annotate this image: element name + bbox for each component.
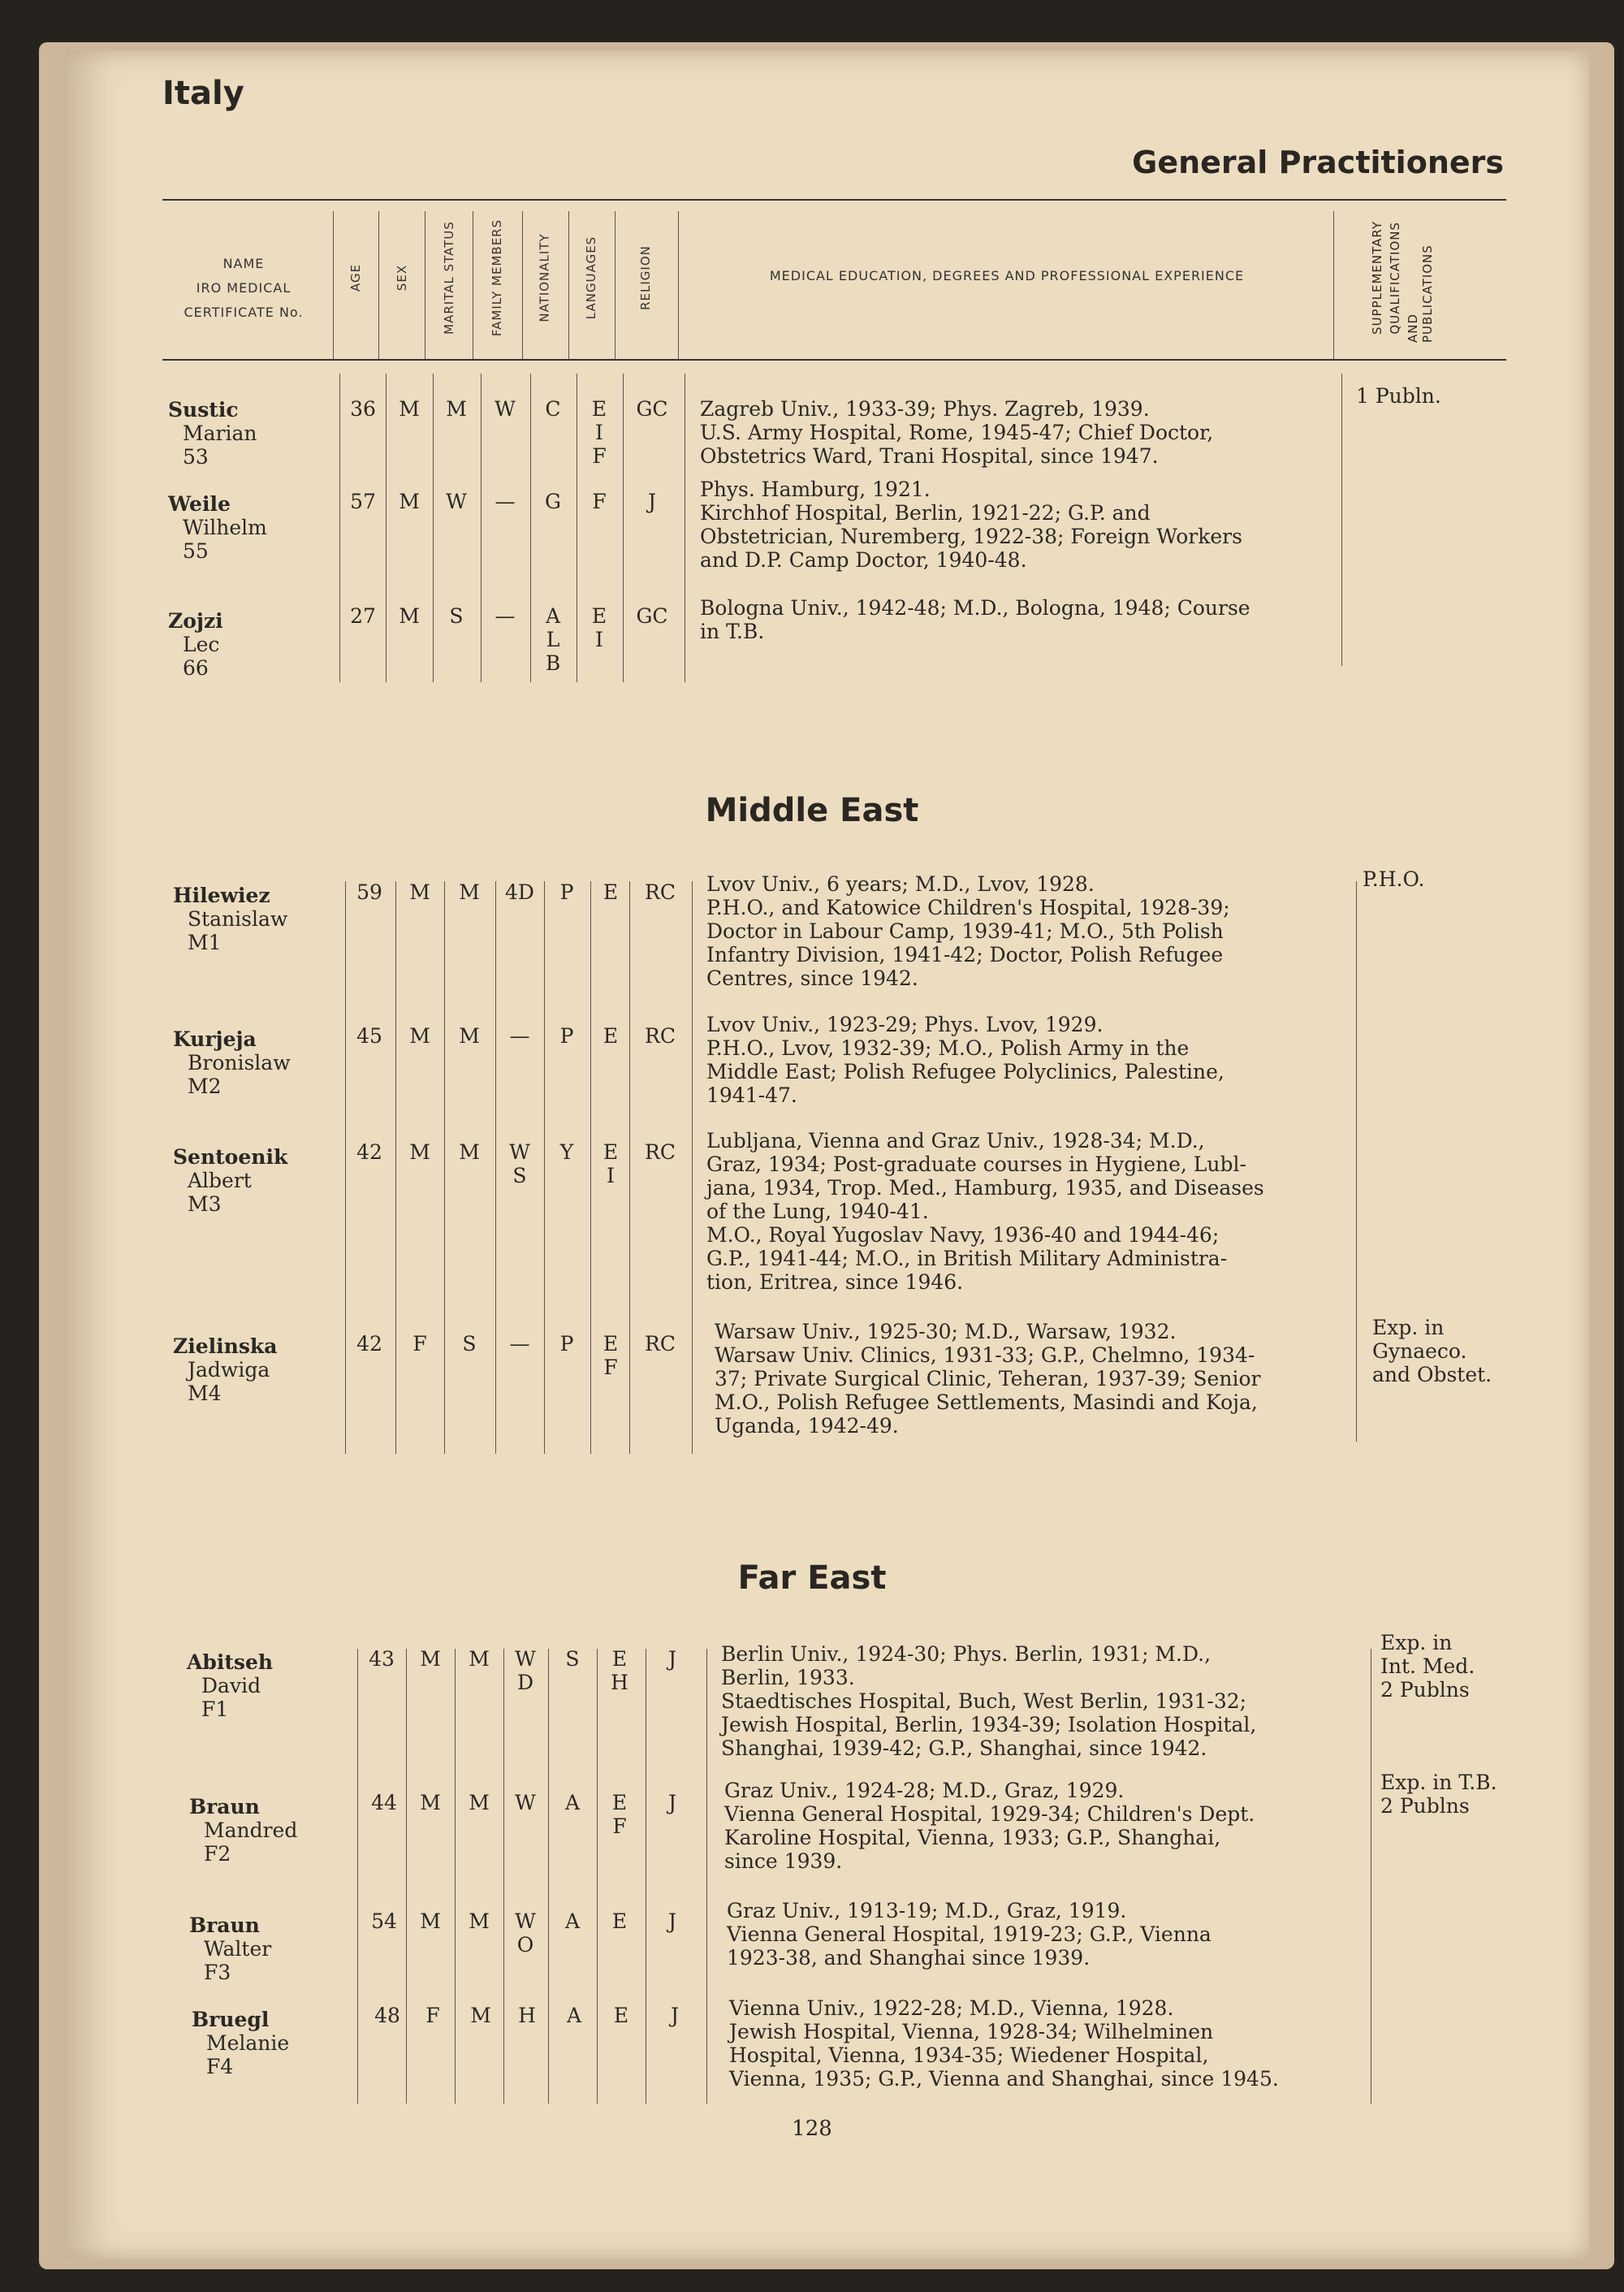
nationality-cell: P (559, 1332, 574, 1356)
supplementary-cell: Exp. in Gynaeco. and Obstet. (1372, 1316, 1492, 1386)
marital-cell: M (469, 1791, 490, 1814)
entry-name: Zielinska Jadwiga M4 (173, 1334, 278, 1405)
languages-cell: E F (603, 1332, 619, 1379)
column-divider (481, 374, 482, 682)
sex-cell: M (409, 880, 430, 904)
languages-cell: E F (611, 1791, 628, 1838)
sex-cell: M (399, 490, 420, 513)
languages-cell: E (603, 880, 619, 904)
marital-cell: M (469, 1909, 490, 1933)
column-header-marital: MARITAL STATUS (442, 221, 456, 335)
column-header-name: NAME IRO MEDICAL CERTIFICATE No. (184, 256, 304, 320)
age-cell: 42 (356, 1140, 382, 1164)
family-cell: W D (515, 1647, 536, 1694)
education-cell: Berlin Univ., 1924-30; Phys. Berlin, 1931; M.D., Berlin, 1933. Staedtisches Hospital, Buch, West Berlin, 1931-32; Jewish Hospital, Berlin, 1934-39; Isolation Hospital, Shanghai, 1939-42; G.P., Shanghai, since 1942. (721, 1642, 1257, 1760)
column-divider (433, 374, 434, 682)
column-header-languages: LANGUAGES (584, 236, 598, 320)
family-cell: W (515, 1791, 536, 1814)
column-divider (345, 881, 346, 1454)
header-rule-bottom (162, 359, 1506, 361)
header-divider (522, 211, 523, 359)
religion-cell: J (667, 1791, 677, 1814)
header-divider (1333, 211, 1334, 359)
religion-cell: J (670, 2004, 680, 2027)
column-divider (339, 374, 340, 682)
languages-cell: E (613, 2004, 629, 2027)
family-cell: — (495, 604, 516, 628)
education-cell: Graz Univ., 1924-28; M.D., Graz, 1929. Vienna General Hospital, 1929-34; Children's Dept. Karoline Hospital, Vienna, 1933; G.P., Shanghai, since 1939. (724, 1779, 1255, 1873)
family-cell: H (518, 2004, 536, 2027)
religion-cell: RC (645, 880, 676, 904)
sex-cell: M (420, 1647, 441, 1671)
age-cell: 59 (356, 880, 382, 904)
column-divider (597, 1649, 598, 2104)
page-number: 128 (792, 2117, 832, 2141)
age-cell: 43 (369, 1647, 395, 1671)
nationality-cell: A (564, 1909, 581, 1933)
nationality-cell: Y (559, 1140, 574, 1164)
section-title-middle-east: Middle East (705, 792, 919, 829)
age-cell: 48 (374, 2004, 400, 2027)
column-divider (395, 881, 396, 1454)
languages-cell: E I (603, 1140, 619, 1187)
religion-cell: RC (645, 1024, 676, 1048)
nationality-cell: C (545, 397, 561, 421)
column-header-family: FAMILY MEMBERS (490, 218, 504, 337)
family-cell: W S (509, 1140, 530, 1187)
sex-cell: M (409, 1024, 430, 1048)
column-divider (503, 1649, 504, 2104)
nationality-cell: G (545, 490, 561, 513)
column-divider (530, 374, 531, 682)
entry-name: Hilewiez Stanislaw M1 (173, 884, 288, 954)
header-divider (378, 211, 379, 359)
entry-name: Abitseh David F1 (187, 1650, 274, 1721)
marital-cell: S (462, 1332, 477, 1356)
column-divider (1356, 881, 1357, 1442)
age-cell: 45 (356, 1024, 382, 1048)
category-title: General Practitioners (1132, 145, 1504, 180)
languages-cell: E H (611, 1647, 628, 1694)
marital-cell: M (459, 1024, 480, 1048)
age-cell: 54 (371, 1909, 397, 1933)
religion-cell: J (667, 1909, 677, 1933)
education-cell: Phys. Hamburg, 1921. Kirchhof Hospital, Berlin, 1921-22; G.P. and Obstetrician, Nuremberg, 1922-38; Foreign Workers and D.P. Camp Doctor, 1940-48. (700, 478, 1242, 572)
languages-cell: E (611, 1909, 628, 1933)
languages-cell: E I F (591, 397, 607, 468)
age-cell: 44 (371, 1791, 397, 1814)
religion-cell: RC (645, 1332, 676, 1356)
region-title: Italy (162, 75, 244, 112)
header-divider (678, 211, 679, 359)
age-cell: 36 (350, 397, 376, 421)
supplementary-cell: P.H.O. (1363, 867, 1425, 891)
sex-cell: M (420, 1909, 441, 1933)
column-header-nationality: NATIONALITY (538, 233, 552, 322)
nationality-cell: P (559, 1024, 574, 1048)
age-cell: 57 (350, 490, 376, 513)
entry-name: Bruegl Melanie F4 (192, 2008, 290, 2078)
religion-cell: J (667, 1647, 677, 1671)
nationality-cell: S (565, 1647, 580, 1671)
languages-cell: E I (591, 604, 607, 651)
languages-cell: E (603, 1024, 619, 1048)
languages-cell: F (592, 490, 607, 513)
entry-name: Kurjeja Bronislaw M2 (173, 1027, 291, 1098)
education-cell: Bologna Univ., 1942-48; M.D., Bologna, 1948; Course in T.B. (700, 596, 1250, 643)
religion-cell: GC (636, 397, 668, 421)
sex-cell: M (409, 1140, 430, 1164)
education-cell: Warsaw Univ., 1925-30; M.D., Warsaw, 1932. Warsaw Univ. Clinics, 1931-33; G.P., Chelmno, 1934- 37; Private Surgical Clinic, Teheran, 1937-39; Senior M.O., Polish Refugee Settlements, Masindi and Koja, Uganda, 1942-49. (715, 1320, 1261, 1438)
marital-cell: M (459, 880, 480, 904)
column-header-education: MEDICAL EDUCATION, DEGREES AND PROFESSIONAL EXPERIENCE (769, 268, 1245, 283)
supplementary-cell: Exp. in Int. Med. 2 Publns (1380, 1631, 1475, 1702)
column-divider (1341, 374, 1342, 666)
column-divider (495, 881, 496, 1454)
section-title-far-east: Far East (737, 1559, 887, 1597)
column-divider (444, 881, 445, 1454)
family-cell: W (495, 397, 516, 421)
marital-cell: M (469, 1647, 490, 1671)
sex-cell: M (399, 604, 420, 628)
column-divider (692, 881, 693, 1454)
religion-cell: GC (636, 604, 668, 628)
header-divider (333, 211, 334, 359)
column-divider (544, 881, 545, 1454)
marital-cell: W (446, 490, 467, 513)
education-cell: Lvov Univ., 1923-29; Phys. Lvov, 1929. P.H.O., Lvov, 1932-39; M.O., Polish Army in the Middle East; Polish Refugee Polyclinics, Palestine, 1941-47. (706, 1013, 1224, 1107)
entry-name: Braun Walter F3 (189, 1914, 272, 1984)
sex-cell: F (412, 1332, 427, 1356)
education-cell: Lvov Univ., 6 years; M.D., Lvov, 1928. P.H.O., and Katowice Children's Hospital, 1928-39; Doctor in Labour Camp, 1939-41; M.O., 5th Polish Infantry Division, 1941-42; Doctor, Polish Refugee Centres, since 1942. (706, 872, 1230, 990)
sex-cell: F (425, 2004, 440, 2027)
entry-name: Zojzi Lec 66 (168, 609, 223, 680)
nationality-cell: A L B (545, 604, 561, 675)
sex-cell: M (399, 397, 420, 421)
column-divider (623, 374, 624, 682)
column-divider (357, 1649, 358, 2104)
age-cell: 27 (350, 604, 376, 628)
column-header-age: AGE (348, 263, 364, 292)
entry-name: Sentoenik Albert M3 (173, 1145, 288, 1216)
column-header-religion: RELIGION (638, 245, 654, 310)
column-header-sex: SEX (395, 264, 409, 292)
nationality-cell: A (566, 2004, 582, 2027)
family-cell: — (495, 490, 516, 513)
marital-cell: M (459, 1140, 480, 1164)
nationality-cell: A (564, 1791, 581, 1814)
marital-cell: S (449, 604, 464, 628)
religion-cell: RC (645, 1140, 676, 1164)
column-divider (706, 1649, 707, 2104)
sex-cell: M (420, 1791, 441, 1814)
family-cell: — (509, 1332, 530, 1356)
marital-cell: M (446, 397, 467, 421)
column-divider (406, 1649, 407, 2104)
column-header-supplementary: SUPPLEMENTARY QUALIFICATIONS AND PUBLICATIONS (1370, 221, 1435, 343)
education-cell: Graz Univ., 1913-19; M.D., Graz, 1919. Vienna General Hospital, 1919-23; G.P., Vienna 1923-38, and Shanghai since 1939. (727, 1899, 1212, 1970)
supplementary-cell: 1 Publn. (1356, 384, 1441, 408)
entry-name: Weile Wilhelm 55 (168, 492, 267, 563)
education-cell: Vienna Univ., 1922-28; M.D., Vienna, 1928. Jewish Hospital, Vienna, 1928-34; Wilhelminen Hospital, Vienna, 1934-35; Wiedener Hospital, Vienna, 1935; G.P., Vienna and Shanghai, since 1945. (729, 1996, 1279, 2091)
nationality-cell: P (559, 880, 574, 904)
education-cell: Zagreb Univ., 1933-39; Phys. Zagreb, 1939. U.S. Army Hospital, Rome, 1945-47; Chief Doctor, Obstetrics Ward, Trani Hospital, since 1947. (700, 397, 1214, 468)
family-cell: W O (515, 1909, 536, 1957)
marital-cell: M (470, 2004, 491, 2027)
age-cell: 42 (356, 1332, 382, 1356)
education-cell: Lubljana, Vienna and Graz Univ., 1928-34; M.D., Graz, 1934; Post-graduate courses in Hygiene, Lubl- jana, 1934, Trop. Med., Hamburg, 1935, and Diseases of the Lung, 1940-41. M.O., Royal Yugoslav Navy, 1936-40 and 1944-46; G.P., 1941-44; M.O., in British Military Administra- tion, Eritrea, since 1946. (706, 1129, 1264, 1294)
column-divider (455, 1649, 456, 2104)
header-rule-top (162, 199, 1506, 201)
header-divider (568, 211, 569, 359)
supplementary-cell: Exp. in T.B. 2 Publns (1380, 1771, 1497, 1818)
column-divider (386, 374, 387, 682)
religion-cell: J (647, 490, 657, 513)
column-divider (548, 1649, 549, 2104)
entry-name: Sustic Marian 53 (168, 398, 257, 469)
family-cell: 4D (505, 880, 534, 904)
family-cell: — (509, 1024, 530, 1048)
entry-name: Braun Mandred F2 (189, 1795, 298, 1866)
